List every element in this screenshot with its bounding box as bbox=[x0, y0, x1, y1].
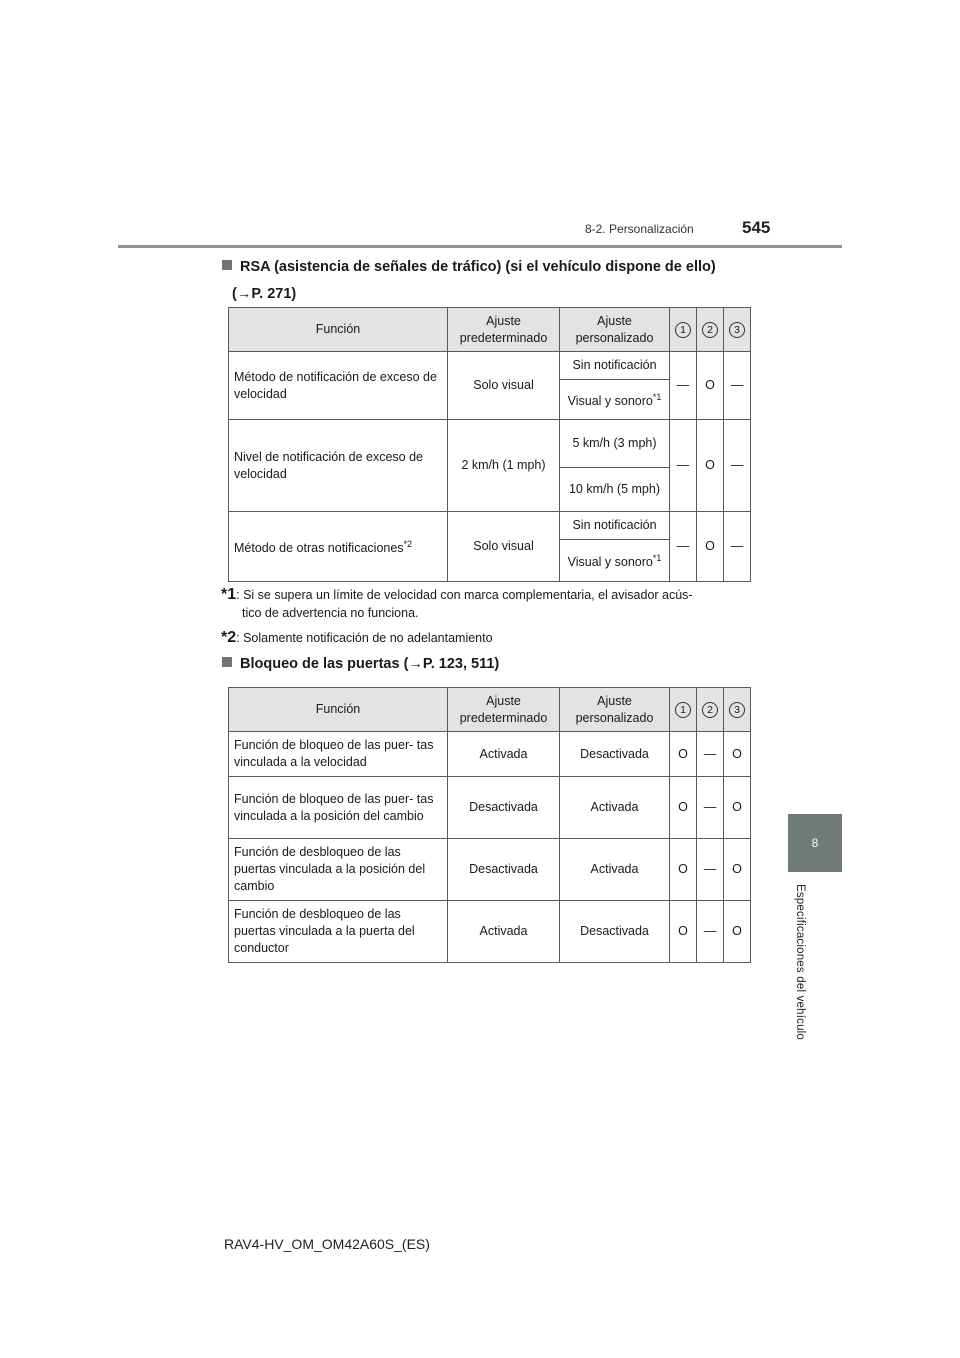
header-divider bbox=[118, 245, 842, 248]
table-row bbox=[229, 420, 751, 468]
table-row bbox=[229, 732, 751, 777]
footnote-text: : Solamente notificación de no adelantamiento bbox=[236, 631, 493, 645]
footnote-text: : Si se supera un límite de velocidad con marca complementaria, el avisador acús- bbox=[236, 588, 693, 602]
column-header-2 bbox=[697, 308, 724, 352]
column-header: Función bbox=[229, 308, 448, 352]
setting-2-cell: — bbox=[697, 732, 724, 777]
table-header-row bbox=[229, 688, 751, 732]
function-cell: Función de bloqueo de las puer- tas vinculada a la velocidad bbox=[229, 732, 448, 777]
circled-number-icon: 1 bbox=[675, 702, 691, 718]
table-header-row bbox=[229, 308, 751, 352]
square-bullet-icon bbox=[222, 657, 232, 667]
chapter-number: 8 bbox=[811, 836, 819, 850]
column-header: Función bbox=[229, 688, 448, 732]
document-code: RAV4-HV_OM_OM42A60S_(ES) bbox=[224, 1236, 430, 1252]
function-cell bbox=[229, 512, 448, 582]
circled-number-icon: 3 bbox=[729, 322, 745, 338]
custom-cell-text: Visual y sonoro bbox=[567, 555, 653, 570]
custom-cell: 5 km/h (3 mph) bbox=[560, 420, 670, 468]
setting-2-cell: O bbox=[697, 420, 724, 512]
custom-cell: Activada bbox=[560, 777, 670, 839]
chapter-tab bbox=[788, 814, 842, 872]
rsa-heading bbox=[222, 257, 716, 304]
custom-cell: Desactivada bbox=[560, 732, 670, 777]
footnote-mark: *1 bbox=[652, 552, 662, 563]
table-row bbox=[229, 512, 751, 540]
function-cell: Método de notificación de exceso de velocidad bbox=[229, 352, 448, 420]
table-row bbox=[229, 352, 751, 380]
circled-number-icon: 2 bbox=[702, 702, 718, 718]
table-row bbox=[229, 839, 751, 901]
rsa-heading-ref: (→P. 271) bbox=[232, 286, 297, 302]
chapter-label: Especificaciones del vehículo bbox=[794, 884, 806, 1041]
column-header: Ajuste personalizado bbox=[560, 688, 670, 732]
setting-1-cell: O bbox=[670, 839, 697, 901]
setting-1-cell: O bbox=[670, 777, 697, 839]
footnote-mark: *1 bbox=[652, 391, 662, 402]
custom-cell-text: Visual y sonoro bbox=[567, 394, 653, 409]
setting-3-cell: — bbox=[724, 420, 751, 512]
setting-3-cell: O bbox=[724, 732, 751, 777]
setting-2-cell: — bbox=[697, 839, 724, 901]
setting-3-cell: O bbox=[724, 901, 751, 963]
default-cell: Solo visual bbox=[448, 352, 560, 420]
doors-heading-text: Bloqueo de las puertas (→P. 123, 511) bbox=[240, 656, 500, 672]
rsa-heading-text: RSA (asistencia de señales de tráfico) (si el vehículo dispone de ello) bbox=[240, 259, 716, 275]
setting-2-cell: O bbox=[697, 352, 724, 420]
setting-3-cell: — bbox=[724, 352, 751, 420]
doors-table bbox=[228, 687, 751, 963]
setting-2-cell: — bbox=[697, 777, 724, 839]
function-cell: Función de desbloqueo de las puertas vinculada a la puerta del conductor bbox=[229, 901, 448, 963]
setting-1-cell: — bbox=[670, 420, 697, 512]
rsa-table bbox=[228, 307, 751, 582]
footnote-mark: *2 bbox=[403, 538, 413, 549]
custom-cell: Sin notificación bbox=[560, 512, 670, 540]
table-row bbox=[229, 777, 751, 839]
square-bullet-icon bbox=[222, 260, 232, 270]
default-cell: Desactivada bbox=[448, 839, 560, 901]
custom-cell: 10 km/h (5 mph) bbox=[560, 468, 670, 512]
doors-heading bbox=[222, 654, 499, 674]
function-cell: Función de desbloqueo de las puertas vinculada a la posición del cambio bbox=[229, 839, 448, 901]
section-title: 8-2. Personalización bbox=[585, 222, 694, 236]
table-row bbox=[229, 901, 751, 963]
circled-number-icon: 3 bbox=[729, 702, 745, 718]
setting-1-cell: — bbox=[670, 352, 697, 420]
footnote-text-cont: tico de advertencia no funciona. bbox=[242, 606, 419, 620]
column-header-1 bbox=[670, 308, 697, 352]
function-cell: Función de bloqueo de las puer- tas vinculada a la posición del cambio bbox=[229, 777, 448, 839]
setting-2-cell: — bbox=[697, 901, 724, 963]
column-header: Ajuste predeterminado bbox=[448, 308, 560, 352]
setting-1-cell: — bbox=[670, 512, 697, 582]
default-cell: Solo visual bbox=[448, 512, 560, 582]
default-cell: 2 km/h (1 mph) bbox=[448, 420, 560, 512]
setting-1-cell: O bbox=[670, 901, 697, 963]
footnote-2 bbox=[221, 629, 493, 647]
custom-cell: Activada bbox=[560, 839, 670, 901]
custom-cell: Sin notificación bbox=[560, 352, 670, 380]
setting-1-cell: O bbox=[670, 732, 697, 777]
function-cell: Nivel de notificación de exceso de velocidad bbox=[229, 420, 448, 512]
default-cell: Activada bbox=[448, 732, 560, 777]
setting-3-cell: — bbox=[724, 512, 751, 582]
custom-cell: Desactivada bbox=[560, 901, 670, 963]
column-header-3 bbox=[724, 688, 751, 732]
column-header-3 bbox=[724, 308, 751, 352]
column-header-1 bbox=[670, 688, 697, 732]
column-header: Ajuste predeterminado bbox=[448, 688, 560, 732]
setting-3-cell: O bbox=[724, 839, 751, 901]
default-cell: Activada bbox=[448, 901, 560, 963]
setting-2-cell: O bbox=[697, 512, 724, 582]
column-header: Ajuste personalizado bbox=[560, 308, 670, 352]
page-number: 545 bbox=[742, 218, 771, 237]
default-cell: Desactivada bbox=[448, 777, 560, 839]
footnote-1 bbox=[221, 586, 693, 622]
footnote-star-mark: *2 bbox=[221, 629, 237, 646]
function-cell-text: Método de otras notificaciones bbox=[234, 541, 404, 556]
custom-cell bbox=[560, 540, 670, 582]
page-header bbox=[0, 220, 960, 246]
footnote-star-mark: *1 bbox=[221, 586, 237, 603]
custom-cell bbox=[560, 380, 670, 420]
circled-number-icon: 2 bbox=[702, 322, 718, 338]
column-header-2 bbox=[697, 688, 724, 732]
setting-3-cell: O bbox=[724, 777, 751, 839]
circled-number-icon: 1 bbox=[675, 322, 691, 338]
